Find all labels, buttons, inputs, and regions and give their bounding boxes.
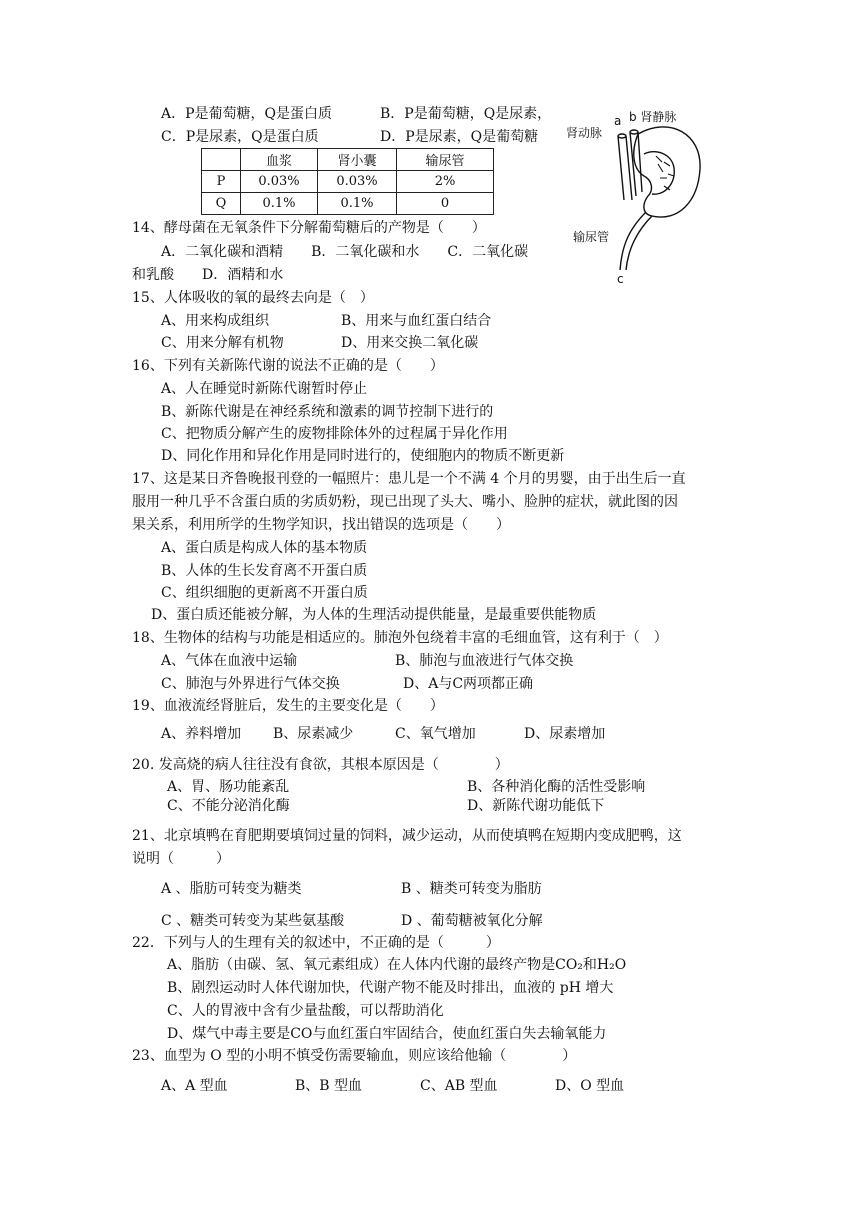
q20-option-b: B、各种消化酶的活性受影响 [467, 779, 646, 795]
table-cell [202, 149, 241, 171]
q16-option-a: A、人在睡觉时新陈代谢暂时停止 [161, 381, 368, 397]
q23-option-d: D、O 型血 [555, 1078, 625, 1094]
q23-option-b: B、B 型血 [295, 1078, 363, 1094]
q19-option-d: D、尿素增加 [524, 726, 606, 742]
q13-option-c: C．P是尿素，Q是蛋白质 [161, 129, 319, 145]
ureter-tube [620, 212, 652, 270]
q20-option-c: C、不能分泌消化酶 [167, 798, 290, 814]
a-label: a [614, 114, 622, 128]
q18-option-a: A、气体在血液中运输 [161, 653, 298, 669]
kidney-outline [634, 127, 700, 217]
q14-options-line1: A．二氧化碳和酒精 B．二氧化碳和水 C．二氧化碳 [161, 244, 529, 260]
table-header-row [202, 149, 494, 171]
q21-stem-line2: 说明（ ） [132, 851, 230, 867]
kidney-diagram [560, 104, 720, 284]
q18-option-c: C、肺泡与外界进行气体交换 [161, 676, 340, 692]
q13-option-b: B．P是葡萄糖，Q是尿素， [380, 106, 552, 122]
table-cell: Q [202, 193, 241, 215]
q20-option-d: D、新陈代谢功能低下 [467, 798, 605, 814]
q23-option-c: C、AB 型血 [420, 1078, 498, 1094]
q22-option-c: C、人的胃液中含有少量盐酸，可以帮助消化 [167, 1003, 444, 1019]
q23-option-a: A、A 型血 [161, 1078, 228, 1094]
c-label: c [617, 272, 624, 286]
q21-option-c: C 、糖类可转变为某些氨基酸 [161, 913, 345, 929]
table-cell: 0.03% [318, 171, 397, 193]
q16-option-d: D、同化作用和异化作用是同时进行的，使细胞内的物质不断更新 [161, 448, 565, 464]
table-cell: P [202, 171, 241, 193]
q18-option-d: D、A与C两项都正确 [403, 676, 534, 692]
q17-stem-line2: 服用一种几乎不含蛋白质的劣质奶粉，现已出现了头大、嘴小、脸肿的症状，就此图的因 [132, 494, 678, 510]
q15-stem: 15、人体吸收的氧的最终去向是（ ） [132, 290, 374, 306]
q18-option-b: B、肺泡与血液进行气体交换 [395, 653, 574, 669]
renal-artery-label: 肾动脉 [566, 126, 603, 140]
q16-option-c: C、把物质分解产生的废物排除体外的过程属于异化作用 [161, 426, 508, 442]
q20-stem: 20. 发高烧的病人往往没有食欲，其根本原因是（ ） [132, 757, 509, 773]
renal-artery [618, 136, 632, 200]
table-cell: 0.1% [318, 193, 397, 215]
q13-option-d: D．P是尿素，Q是葡萄糖 [380, 129, 539, 145]
q17-option-c: C、组织细胞的更新离不开蛋白质 [161, 585, 368, 601]
q17-option-b: B、人体的生长发育离不开蛋白质 [161, 563, 368, 579]
table-row [202, 171, 494, 193]
table-cell: 0 [397, 193, 494, 215]
concentration-table [201, 148, 494, 215]
table-header-plasma: 血浆 [241, 149, 318, 171]
q17-stem-line1: 17、这是某日齐鲁晚报刊登的一幅照片：患儿是一个不满 4 个月的男婴，由于出生后一直 [132, 471, 686, 487]
q19-option-c: C、氧气增加 [395, 726, 476, 742]
q15-option-c: C、用来分解有机物 [161, 335, 284, 351]
q13-option-a: A．P是葡萄糖，Q是蛋白质 [161, 106, 333, 122]
ureter-label: 输尿管 [573, 230, 610, 244]
q17-option-d: D、蛋白质还能被分解，为人体的生理活动提供能量，是最重要供能物质 [151, 607, 597, 623]
q21-stem-line1: 21、北京填鸭在育肥期要填饲过量的饲料，减少运动，从而使填鸭在短期内变成肥鸭，这 [132, 828, 682, 844]
q21-option-b: B 、糖类可转变为脂肪 [401, 881, 542, 897]
renal-pelvis [644, 152, 674, 195]
table-cell: 0.03% [241, 171, 318, 193]
q21-option-d: D 、葡萄糖被氧化分解 [401, 913, 543, 929]
q21-option-a: A 、脂肪可转变为糖类 [161, 881, 302, 897]
q19-option-b: B、尿素减少 [273, 726, 354, 742]
table-header-ureter: 输尿管 [397, 149, 494, 171]
q22-option-d: D、煤气中毒主要是CO与血红蛋白牢固结合，使血红蛋白失去输氧能力 [167, 1026, 607, 1042]
q22-option-a: A、脂肪（由碳、氢、氧元素组成）在人体内代谢的最终产物是CO₂和H₂O [167, 957, 627, 973]
q22-option-b: B、剧烈运动时人体代谢加快，代谢产物不能及时排出，血液的 pH 增大 [167, 980, 614, 996]
table-row [202, 193, 494, 215]
q14-stem: 14、酵母菌在无氧条件下分解葡萄糖后的产物是（ ） [132, 220, 486, 236]
q17-option-a: A、蛋白质是构成人体的基本物质 [161, 540, 368, 556]
q22-stem: 22．下列与人的生理有关的叙述中，不正确的是（ ） [132, 935, 500, 951]
q23-stem: 23、血型为 O 型的小明不慎受伤需要输血，则应该给他输（ ） [132, 1048, 577, 1064]
q20-option-a: A、胃、肠功能紊乱 [167, 779, 290, 795]
table-cell: 2% [397, 171, 494, 193]
q18-stem: 18、生物体的结构与功能是相适应的。肺泡外包绕着丰富的毛细血管，这有利于（ ） [132, 630, 668, 646]
q19-stem: 19、血液流经肾脏后，发生的主要变化是（ ） [132, 698, 444, 714]
table-header-capsule: 肾小囊 [318, 149, 397, 171]
q15-option-d: D、用来交换二氧化碳 [341, 335, 479, 351]
q19-option-a: A、养料增加 [161, 726, 242, 742]
q14-options-line2: 和乳酸 D．酒精和水 [132, 267, 284, 283]
q15-option-a: A、用来构成组织 [161, 313, 270, 329]
q15-option-b: B、用来与血红蛋白结合 [341, 313, 492, 329]
q16-option-b: B、新陈代谢是在神经系统和激素的调节控制下进行的 [161, 404, 494, 420]
table-cell: 0.1% [241, 193, 318, 215]
q17-stem-line3: 果关系，利用所学的生物学知识，找出错误的选项是（ ） [132, 517, 510, 533]
q16-stem: 16、下列有关新陈代谢的说法不正确的是（ ） [132, 358, 444, 374]
renal-vein-label: b 肾静脉 [629, 110, 677, 124]
